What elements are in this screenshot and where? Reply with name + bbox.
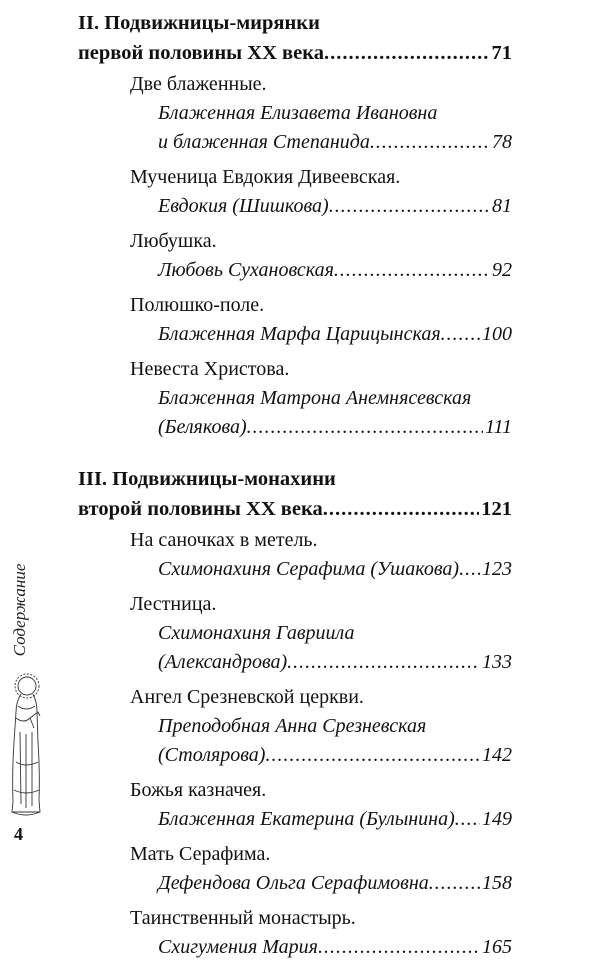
entry-title: Лестница. — [130, 593, 217, 615]
toc-entry — [130, 227, 512, 285]
page-ref: 133 — [482, 651, 512, 673]
toc-entry — [130, 526, 512, 584]
dot-leader — [459, 555, 480, 584]
page-ref: 92 — [492, 259, 512, 281]
page-ref: 111 — [484, 416, 512, 438]
dot-leader — [455, 805, 480, 834]
toc-entry — [130, 840, 512, 898]
entry-subtitle: (Александрова) — [158, 651, 288, 673]
dot-leader — [429, 869, 480, 898]
running-head-text: Содержание — [10, 563, 29, 657]
entry-subtitle: Дефендова Ольга Серафимовна — [158, 872, 429, 894]
page-ref: 78 — [492, 131, 512, 153]
page-ref: 100 — [482, 323, 512, 345]
entry-subtitle: Блаженная Екатерина (Булынина) — [158, 808, 455, 830]
dot-leader — [370, 128, 490, 157]
toc-entry — [130, 904, 512, 962]
section-title-row — [78, 38, 512, 68]
section-heading — [78, 8, 512, 68]
toc-entry — [130, 683, 512, 770]
entry-title: Мать Серафима. — [130, 843, 271, 865]
entry-subtitle: Любовь Сухановская — [158, 259, 334, 281]
page-ref: 121 — [481, 498, 512, 520]
page-ref: 158 — [482, 872, 512, 894]
page-ref: 165 — [482, 936, 512, 958]
section-heading — [78, 464, 512, 524]
section-title-line: первой половины XX века — [78, 42, 324, 64]
entry-title: Невеста Христова. — [130, 358, 290, 380]
dot-leader — [441, 320, 480, 349]
entry-title: Ангел Срезневской церкви. — [130, 686, 364, 708]
entry-subtitle: Схимонахиня Гавриила — [158, 622, 355, 644]
dot-leader — [323, 494, 480, 524]
toc-entry — [130, 355, 512, 442]
entry-title: Мученица Евдокия Дивеевская. — [130, 166, 401, 188]
dot-leader — [247, 413, 483, 442]
entry-title: Божья казначея. — [130, 779, 267, 801]
entry-title: Таинственный монастырь. — [130, 907, 356, 929]
toc-entry — [130, 590, 512, 677]
entry-subtitle: Евдокия (Шишкова) — [158, 195, 329, 217]
page-number: 4 — [14, 824, 23, 844]
entry-subtitle: и блаженная Степанида — [158, 131, 370, 153]
entry-subtitle: Блаженная Елизавета Ивановна — [158, 102, 438, 124]
toc-entry — [130, 291, 512, 349]
section-title-line: III. Подвижницы-монахини — [78, 468, 336, 490]
dot-leader — [334, 256, 490, 285]
saint-figure-icon — [4, 672, 48, 820]
entry-title: Две блаженные. — [130, 73, 267, 95]
entry-subtitle: Преподобная Анна Срезневская — [158, 715, 427, 737]
entry-subtitle: Схигумения Мария — [158, 936, 318, 958]
entry-subtitle: (Белякова) — [158, 416, 247, 438]
page-ref: 81 — [492, 195, 512, 217]
entry-subtitle: (Столярова) — [158, 744, 266, 766]
section-title-line: второй половины XX века — [78, 498, 323, 520]
page-ref: 149 — [482, 808, 512, 830]
dot-leader — [265, 741, 480, 770]
page-ref: 71 — [491, 42, 512, 64]
dot-leader — [318, 933, 480, 962]
running-head — [6, 560, 34, 660]
entry-subtitle: Блаженная Матрона Анемнясевская — [158, 387, 472, 409]
entry-title: Полюшко-поле. — [130, 294, 265, 316]
entry-title: Любушка. — [130, 230, 217, 252]
entry-title: На саночках в метель. — [130, 529, 318, 551]
dot-leader — [324, 38, 490, 68]
toc-entry — [130, 776, 512, 834]
toc-entry — [130, 70, 512, 157]
entry-subtitle: Блаженная Марфа Царицынская — [158, 323, 441, 345]
section-title-line: II. Подвижницы-мирянки — [78, 12, 320, 34]
toc-entry — [130, 163, 512, 221]
section-title-row — [78, 494, 512, 524]
entry-subtitle: Схимонахиня Серафима (Ушакова) — [158, 558, 460, 580]
page-ref: 142 — [482, 744, 512, 766]
page-ref: 123 — [482, 558, 512, 580]
dot-leader — [287, 648, 480, 677]
table-of-contents — [78, 8, 512, 962]
dot-leader — [329, 192, 490, 221]
